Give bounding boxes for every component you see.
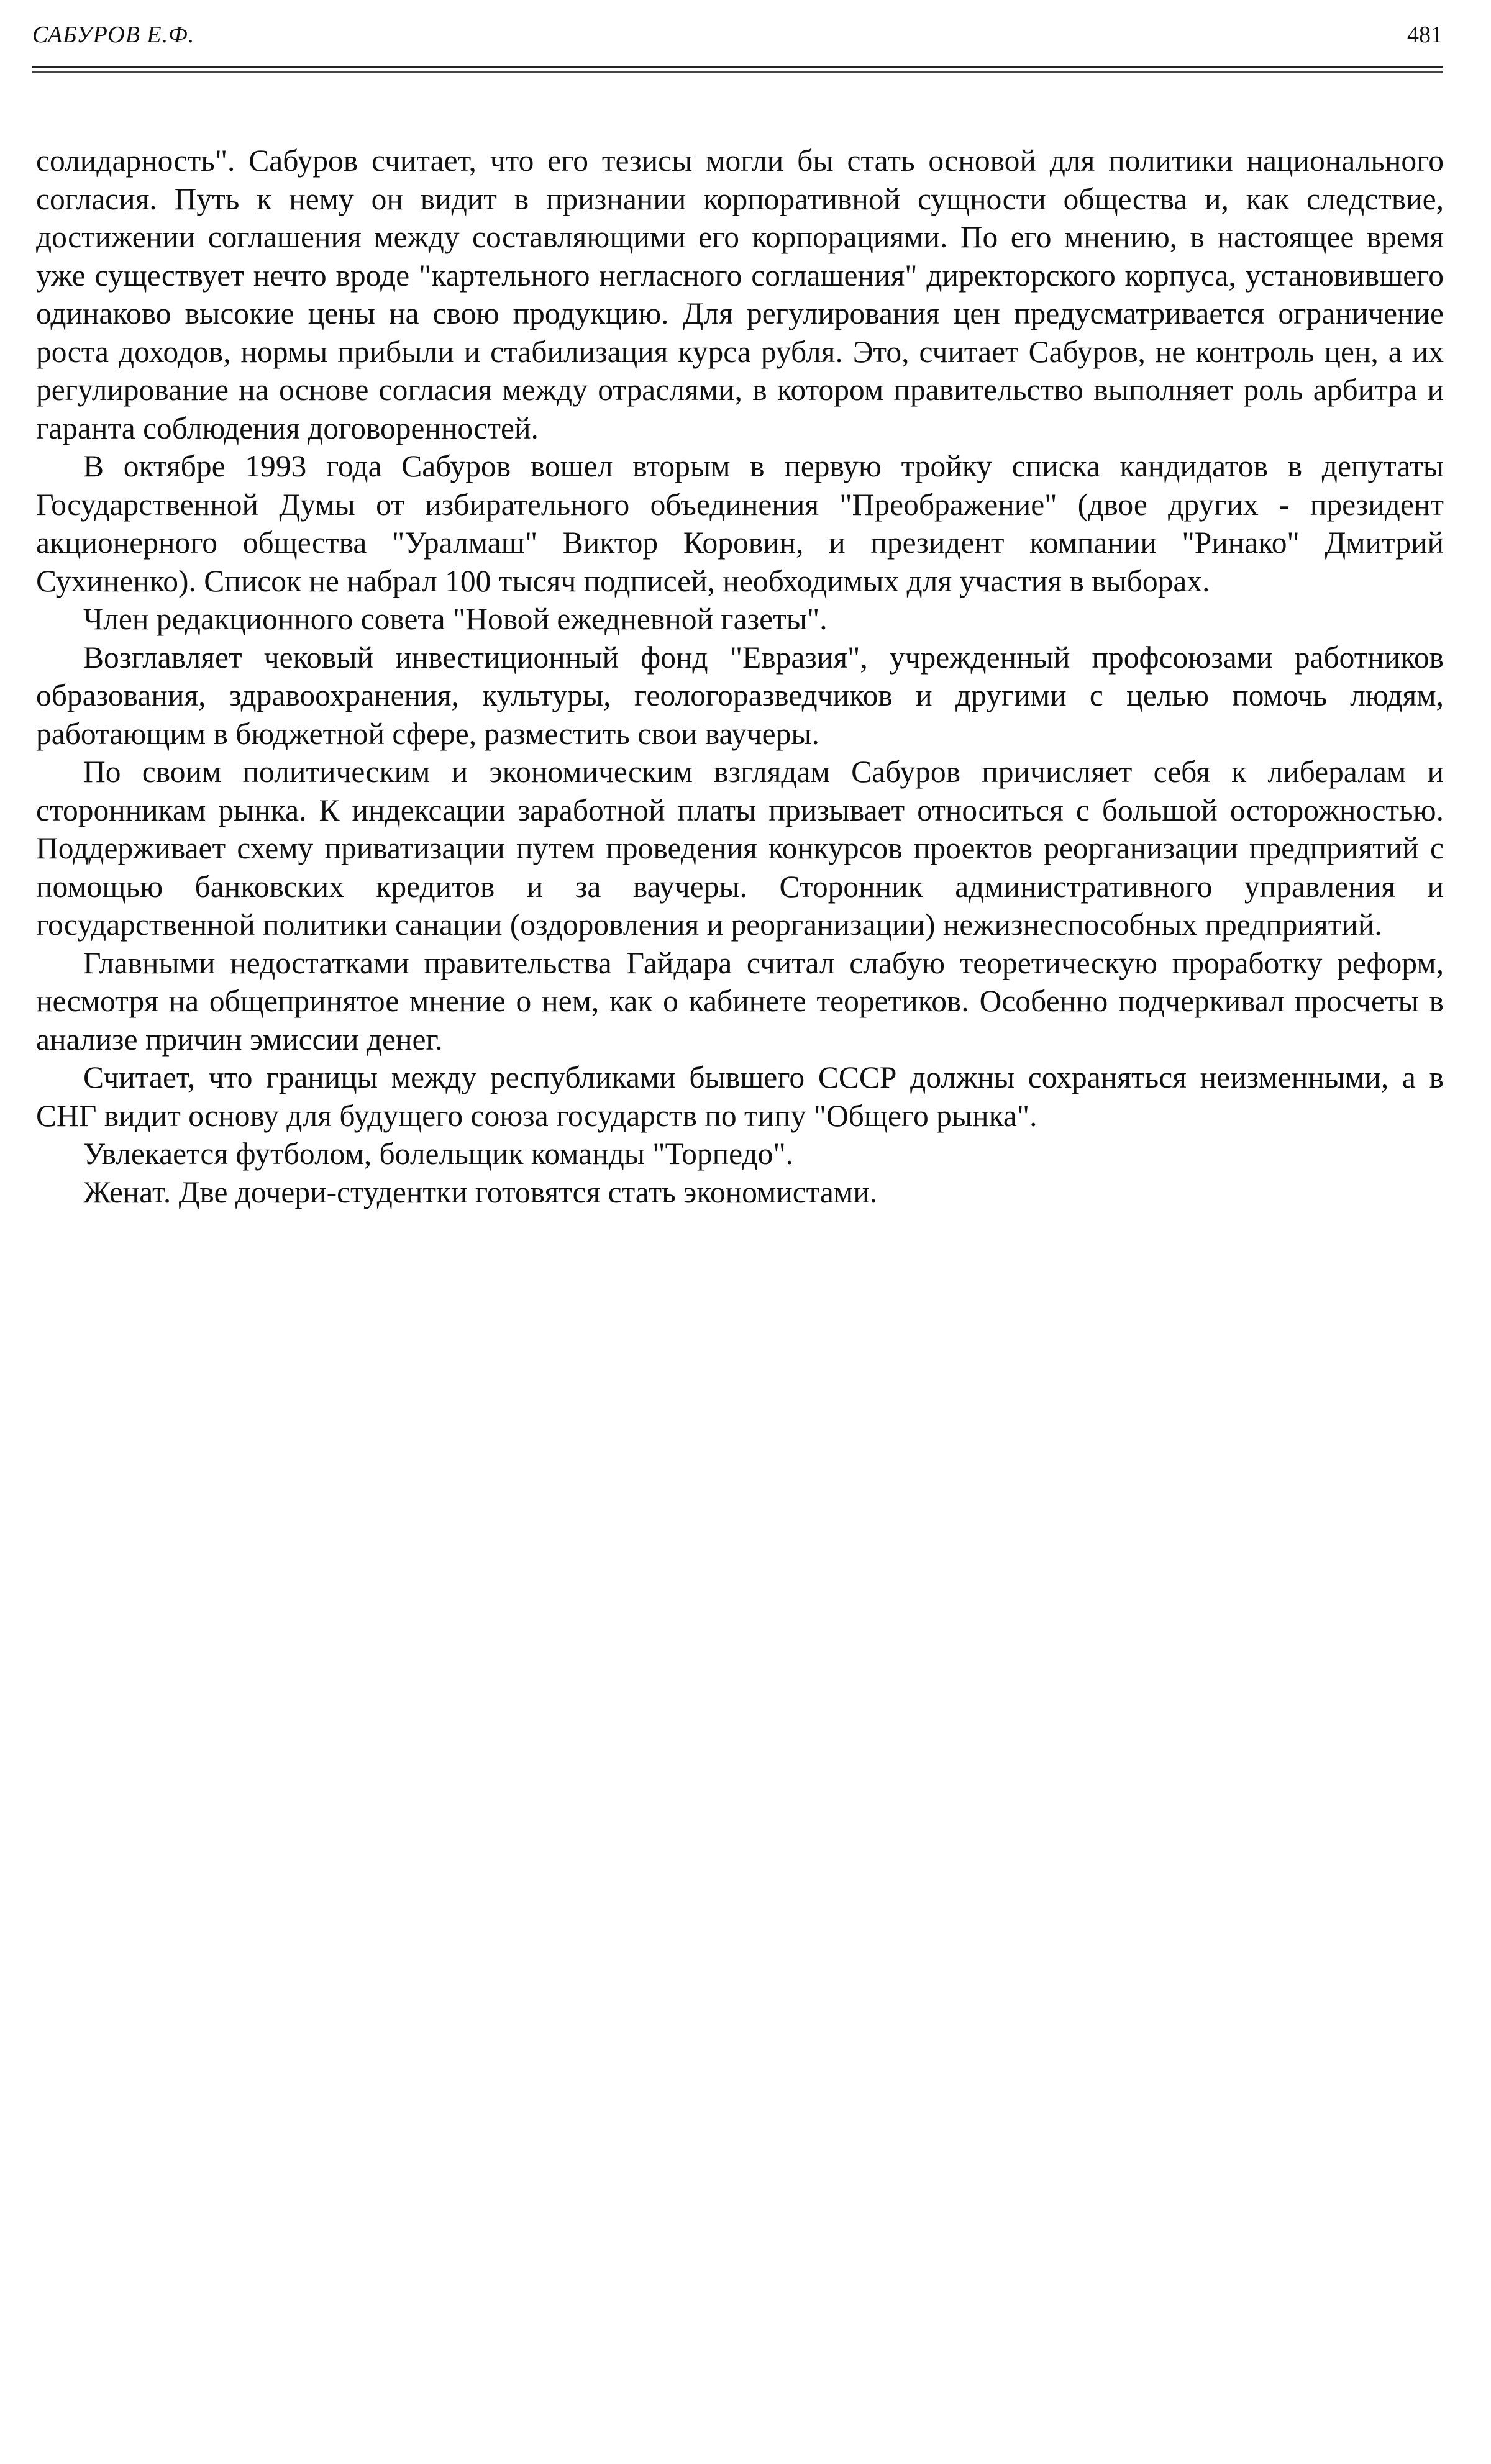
paragraph: Считает, что границы между республиками бывшего СССР должны сохраняться неизменными, а в СНГ видит основу для будущего союза государств по типу "Общего рынка". bbox=[36, 1060, 1444, 1133]
paragraph: По своим политическим и экономическим взглядам Сабуров причисляет себя к либералам и сторонникам рынка. К индексации заработной платы призывает относиться с большой осторожностью. Поддерживает схему приватизации путем проведения конкурсов проектов реорганизации предприятий с помощью банковских кредитов и за ваучеры. Сторонник административного управления и государственной политики санации (оздоровления и реорганизации) нежизнеспособных предприятий. bbox=[36, 755, 1444, 942]
paragraph: Член редакционного совета "Новой ежедневной газеты". bbox=[83, 602, 828, 636]
paragraph: солидарность". Сабуров считает, что его тезисы могли бы стать основой для политики национального согласия. Путь к нему он видит в признании корпоративной сущности общества и, как следствие, достижении соглашения между составляющими его корпорациями. По его мнению, в настоящее время уже существует нечто вроде "картельного негласного соглашения" директорского корпуса, установившего одинаково высокие цены на свою продукцию. Для регулирования цен предусматривается ограничение роста доходов, нормы прибыли и стабилизация курса рубля. Это, считает Сабуров, не контроль цен, а их регулирование на основе согласия между отраслями, в котором правительство выполняет роль арбитра и гаранта соблюдения договоренностей. bbox=[36, 143, 1444, 445]
header-rule bbox=[32, 66, 1443, 68]
paragraph: Увлекается футболом, болельщик команды "Торпедо". bbox=[83, 1137, 793, 1171]
header-rule-secondary bbox=[32, 71, 1443, 73]
page-number: 481 bbox=[1407, 22, 1443, 48]
paragraph: Главными недостатками правительства Гайдара считал слабую теоретическую проработку реформ, несмотря на общепринятое мнение о нем, как о кабинете теоретиков. Особенно подчеркивал просчеты в анализе причин эмиссии денег. bbox=[36, 945, 1444, 1057]
article-body bbox=[36, 142, 1444, 1211]
running-header bbox=[32, 21, 1443, 58]
header-author: САБУРОВ Е.Ф. bbox=[32, 22, 195, 48]
paragraph: В октябре 1993 года Сабуров вошел вторым в первую тройку списка кандидатов в депутаты Государственной Думы от избирательного объединения "Преображение" (двое других - президент акционерного общества "Уралмаш" Виктор Коровин, и президент компании "Ринако" Дмитрий Сухиненко). Список не набрал 100 тысяч подписей, необходимых для участия в выборах. bbox=[36, 449, 1444, 598]
paragraph: Женат. Две дочери-студентки готовятся стать экономистами. bbox=[83, 1175, 878, 1209]
paragraph: Возглавляет чековый инвестиционный фонд "Евразия", учрежденный профсоюзами работников образования, здравоохранения, культуры, геологоразведчиков и другими с целью помочь людям, работающим в бюджетной сфере, разместить свои ваучеры. bbox=[36, 640, 1444, 751]
